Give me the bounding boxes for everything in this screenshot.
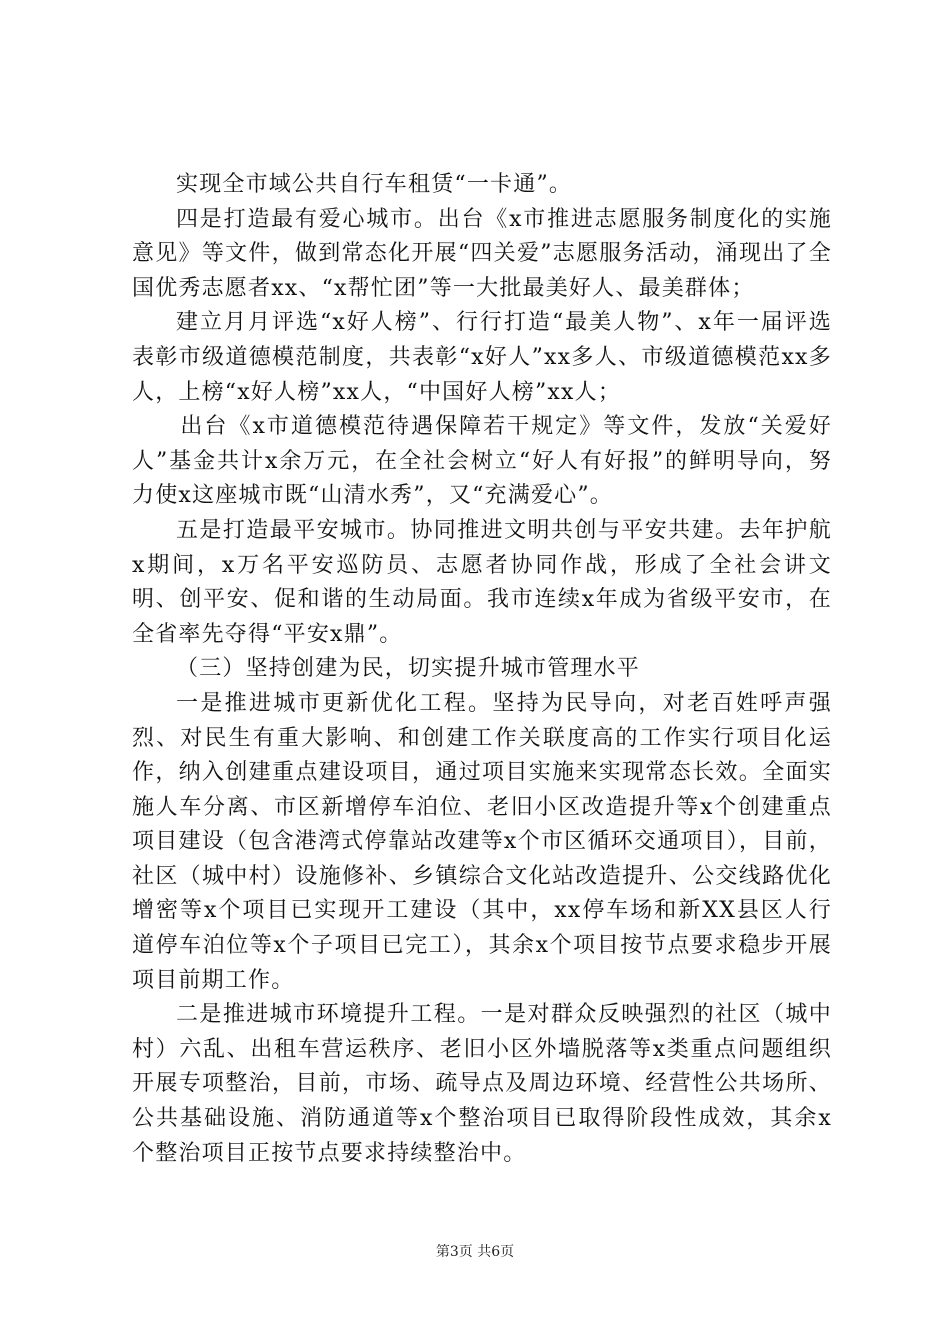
- section-heading: （三）坚持创建为民，切实提升城市管理水平: [176, 656, 641, 682]
- paragraph: 二是推进城市环境提升工程。一是对群众反映强烈的社区（城中村）六乱、出租车营运秩序、老旧小区外墙脱落等x类重点问题组织开展专项整治，目前，市场、疏导点及周边环境、经营性公共场所、公共基础设施、消防通道等x个整治项目已取得阶段性成效，其余x个整治项目正按节点要求持续整治中。: [132, 1002, 832, 1166]
- paragraph: 建立月月评选“x好人榜”、行行打造“最美人物”、x年一届评选表彰市级道德模范制度，共表彰“x好人”xx多人、市级道德模范xx多人，上榜“x好人榜”xx人，“中国好人榜”xx人；: [132, 310, 832, 405]
- paragraph: 实现全市域公共自行车租赁“一卡通”。: [176, 172, 573, 197]
- paragraph: 四是打造最有爱心城市。出台《x市推进志愿服务制度化的实施意见》等文件，做到常态化开展“四关爱”志愿服务活动，涌现出了全国优秀志愿者xx、“x帮忙团”等一大批最美好人、最美群体；: [132, 206, 832, 301]
- paragraph: 出台《x市道德模范待遇保障若干规定》等文件，发放“关爱好人”基金共计x余万元，在全社会树立“好人有好报”的鲜明导向，努力使x这座城市既“山清水秀”，又“充满爱心”。: [132, 414, 832, 509]
- paragraph: 一是推进城市更新优化工程。坚持为民导向，对老百姓呼声强烈、对民生有重大影响、和创建工作关联度高的工作实行项目化运作，纳入创建重点建设项目，通过项目实施来实现常态长效。全面实施人车分离、市区新增停车泊位、老旧小区改造提升等x个创建重点项目建设（包含港湾式停靠站改建等x个市区循环交通项目），目前，社区（城中村）设施修补、乡镇综合文化站改造提升、公交线路优化增密等x个项目已实现开工建设（其中，xx停车场和新XX县区人行道停车泊位等x个子项目已完工），其余x个项目按节点要求稳步开展项目前期工作。: [132, 690, 832, 993]
- paragraph: 五是打造最平安城市。协同推进文明共创与平安共建。去年护航x期间，x万名平安巡防员、志愿者协同作战，形成了全社会讲文明、创平安、促和谐的生动局面。我市连续x年成为省级平安市，在全省率先夺得“平安x鼎”。: [132, 517, 832, 647]
- document-body: [132, 168, 832, 1171]
- page-number-footer: 第3页 共6页: [435, 1244, 515, 1260]
